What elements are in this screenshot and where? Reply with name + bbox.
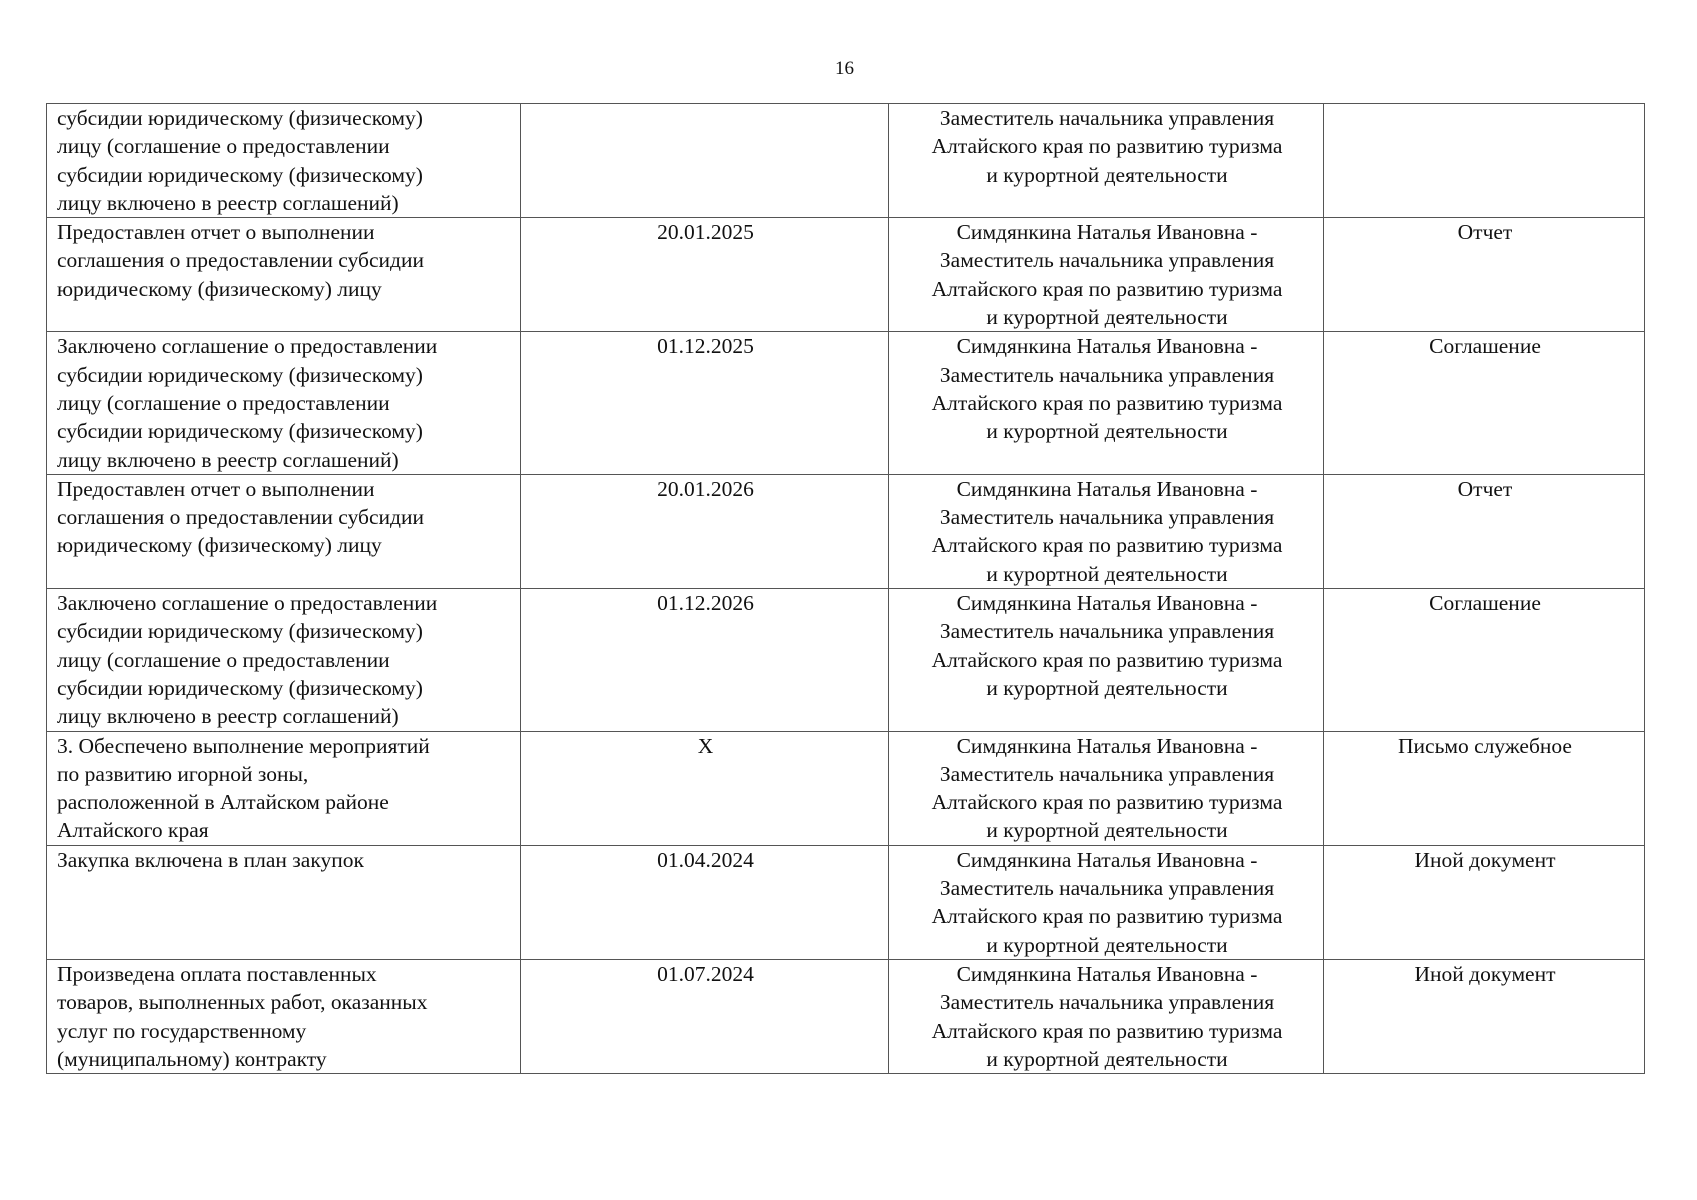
- date-cell: [521, 959, 889, 1073]
- responsible-cell: [889, 845, 1324, 959]
- date-cell: [521, 104, 889, 218]
- event-cell: [47, 845, 521, 959]
- event-line: субсидии юридическому (физическому): [57, 619, 423, 644]
- event-line: Алтайского края: [57, 818, 209, 843]
- document-cell: [1324, 474, 1645, 588]
- event-line: товаров, выполненных работ, оказанных: [57, 990, 428, 1015]
- date-cell: [521, 731, 889, 845]
- event-line: юридическому (физическому) лицу: [57, 533, 382, 558]
- event-line: Предоставлен отчет о выполнении: [57, 220, 375, 245]
- event-line: субсидии юридическому (физическому): [57, 675, 423, 700]
- event-line: Заключено соглашение о предоставлении: [57, 591, 438, 616]
- responsible-cell: [889, 474, 1324, 588]
- responsible-line: Алтайского края по развитию туризма: [931, 134, 1283, 159]
- responsible-line: Симдянкина Наталья Ивановна -: [956, 733, 1258, 758]
- event-line: услуг по государственному: [57, 1018, 307, 1043]
- event-line: 3. Обеспечено выполнение мероприятий: [57, 733, 430, 758]
- table-row: [47, 332, 1645, 474]
- responsible-line: Симдянкина Наталья Ивановна -: [956, 847, 1258, 872]
- date-cell: [521, 474, 889, 588]
- date-value: 01.12.2026: [657, 591, 754, 616]
- responsible-line: Заместитель начальника управления: [939, 505, 1275, 530]
- event-line: Предоставлен отчет о выполнении: [57, 476, 375, 501]
- responsible-line: и курортной деятельности: [986, 561, 1228, 586]
- document-type: Соглашение: [1429, 334, 1541, 359]
- document-cell: [1324, 332, 1645, 474]
- responsible-line: Заместитель начальника управления: [939, 990, 1275, 1015]
- document-type: Отчет: [1457, 220, 1513, 245]
- table-row: [47, 474, 1645, 588]
- date-value: 20.01.2025: [657, 220, 754, 245]
- date-value: 01.07.2024: [657, 961, 754, 986]
- event-line: субсидии юридическому (физическому): [57, 362, 423, 387]
- table-row: [47, 959, 1645, 1073]
- responsible-line: Алтайского края по развитию туризма: [931, 1018, 1283, 1043]
- event-cell: [47, 959, 521, 1073]
- document-type: Соглашение: [1429, 591, 1541, 616]
- event-line: субсидии юридическому (физическому): [57, 162, 423, 187]
- date-value: 01.12.2025: [657, 334, 754, 359]
- control-points-table: [46, 103, 1645, 1074]
- responsible-line: и курортной деятельности: [986, 419, 1228, 444]
- responsible-line: Алтайского края по развитию туризма: [931, 390, 1283, 415]
- responsible-line: Заместитель начальника управления: [939, 248, 1275, 273]
- responsible-line: и курортной деятельности: [986, 1046, 1228, 1071]
- responsible-cell: [889, 731, 1324, 845]
- responsible-cell: [889, 218, 1324, 332]
- table-row: [47, 845, 1645, 959]
- document-type: Отчет: [1457, 476, 1513, 501]
- event-line: (муниципальному) контракту: [57, 1046, 327, 1071]
- responsible-cell: [889, 332, 1324, 474]
- document-cell: [1324, 731, 1645, 845]
- document-cell: [1324, 959, 1645, 1073]
- date-cell: [521, 845, 889, 959]
- event-line: лицу включено в реестр соглашений): [57, 447, 399, 472]
- event-line: субсидии юридическому (физическому): [57, 106, 423, 130]
- responsible-cell: [889, 104, 1324, 218]
- date-cell: [521, 332, 889, 474]
- responsible-line: и курортной деятельности: [986, 162, 1228, 187]
- document-type: Иной документ: [1414, 961, 1556, 986]
- document-cell: [1324, 104, 1645, 218]
- table-row: [47, 218, 1645, 332]
- responsible-line: Симдянкина Наталья Ивановна -: [956, 476, 1258, 501]
- event-line: расположенной в Алтайском районе: [57, 790, 389, 815]
- event-line: соглашения о предоставлении субсидии: [57, 505, 424, 530]
- date-value: X: [697, 733, 714, 758]
- document-cell: [1324, 845, 1645, 959]
- page-number: 16: [835, 58, 854, 79]
- date-cell: [521, 589, 889, 731]
- event-cell: [47, 104, 521, 218]
- responsible-line: Заместитель начальника управления: [939, 362, 1275, 387]
- responsible-line: Алтайского края по развитию туризма: [931, 276, 1283, 301]
- document-type: Иной документ: [1414, 847, 1556, 872]
- table-row: [47, 731, 1645, 845]
- date-value: 20.01.2026: [657, 476, 754, 501]
- event-line: лицу включено в реестр соглашений): [57, 190, 399, 215]
- responsible-line: и курортной деятельности: [986, 818, 1228, 843]
- responsible-line: и курортной деятельности: [986, 932, 1228, 957]
- responsible-line: и курортной деятельности: [986, 305, 1228, 330]
- document-cell: [1324, 218, 1645, 332]
- event-line: соглашения о предоставлении субсидии: [57, 248, 424, 273]
- table-row: [47, 104, 1645, 218]
- responsible-line: Алтайского края по развитию туризма: [931, 790, 1283, 815]
- event-cell: [47, 731, 521, 845]
- event-line: Произведена оплата поставленных: [57, 961, 377, 986]
- event-line: лицу (соглашение о предоставлении: [57, 390, 390, 415]
- responsible-line: Симдянкина Наталья Ивановна -: [956, 334, 1258, 359]
- responsible-line: Заместитель начальника управления: [939, 106, 1275, 130]
- event-line: Заключено соглашение о предоставлении: [57, 334, 438, 359]
- responsible-line: Алтайского края по развитию туризма: [931, 533, 1283, 558]
- responsible-line: Заместитель начальника управления: [939, 619, 1275, 644]
- responsible-line: Симдянкина Наталья Ивановна -: [956, 961, 1258, 986]
- event-line: юридическому (физическому) лицу: [57, 276, 382, 301]
- responsible-line: Алтайского края по развитию туризма: [931, 647, 1283, 672]
- event-cell: [47, 218, 521, 332]
- document-cell: [1324, 589, 1645, 731]
- responsible-line: Симдянкина Наталья Ивановна -: [956, 220, 1258, 245]
- responsible-cell: [889, 589, 1324, 731]
- event-cell: [47, 474, 521, 588]
- document-type: Письмо служебное: [1398, 733, 1572, 758]
- event-line: субсидии юридическому (физическому): [57, 419, 423, 444]
- responsible-line: Заместитель начальника управления: [939, 761, 1275, 786]
- event-cell: [47, 589, 521, 731]
- responsible-line: Алтайского края по развитию туризма: [931, 904, 1283, 929]
- date-cell: [521, 218, 889, 332]
- responsible-line: и курортной деятельности: [986, 675, 1228, 700]
- event-line: Закупка включена в план закупок: [57, 847, 364, 872]
- event-line: по развитию игорной зоны,: [57, 761, 309, 786]
- event-line: лицу (соглашение о предоставлении: [57, 647, 390, 672]
- responsible-cell: [889, 959, 1324, 1073]
- table-row: [47, 589, 1645, 731]
- responsible-line: Заместитель начальника управления: [939, 876, 1275, 901]
- event-cell: [47, 332, 521, 474]
- date-value: 01.04.2024: [657, 847, 754, 872]
- event-line: лицу (соглашение о предоставлении: [57, 134, 390, 159]
- event-line: лицу включено в реестр соглашений): [57, 704, 399, 729]
- responsible-line: Симдянкина Наталья Ивановна -: [956, 591, 1258, 616]
